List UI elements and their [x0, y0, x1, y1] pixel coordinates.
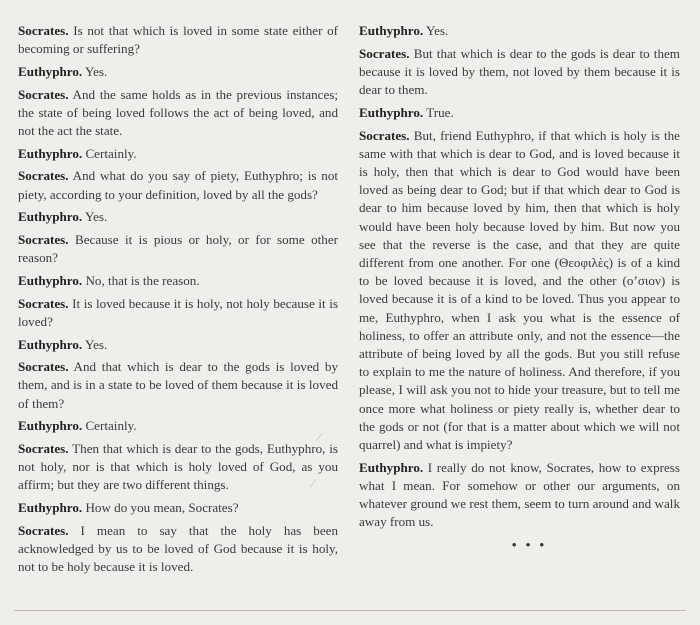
dialogue-text: Then that which is dear to the gods, Euthyphro, is not holy, nor is that which is holy loved of God, as you affirm; but they are two different things. [18, 441, 338, 493]
dialogue-text: I mean to say that the holy has been acknowledged by us to be loved of God because it is holy, not to be holy because it is loved. [18, 522, 338, 575]
dialogue-line [359, 22, 680, 40]
speaker-name: Euthyphro. [18, 272, 83, 288]
dialogue-text: And the same holds as in the previous instances; the state of being loved follows the act of being loved, and not the act the state. [18, 86, 338, 139]
speaker-name: Euthyphro. [18, 145, 83, 161]
dialogue-text: Certainly. [82, 145, 137, 161]
section-ellipsis: • • • [511, 536, 548, 552]
right-column [359, 22, 680, 554]
dialogue-line [18, 63, 338, 81]
dialogue-line [18, 86, 338, 141]
speaker-name: Socrates. [18, 359, 69, 375]
dialogue-text: Yes. [423, 23, 449, 38]
speaker-name: Socrates. [18, 522, 69, 538]
speaker-name: Socrates. [18, 232, 69, 248]
dialogue-text: No, that is the reason. [82, 272, 200, 288]
dialogue-line [18, 417, 338, 435]
speaker-name: Socrates. [18, 441, 69, 457]
dialogue-line [359, 127, 680, 455]
speaker-name: Euthyphro. [18, 336, 83, 352]
dialogue-line [18, 272, 338, 290]
dialogue-text: Yes. [82, 209, 108, 225]
dialogue-text: Yes. [82, 336, 108, 352]
speaker-name: Euthyphro. [359, 459, 424, 475]
dialogue-text: It is loved because it is holy, not holy because it is loved? [18, 295, 338, 329]
bottom-rule [14, 610, 686, 611]
dialogue-line [18, 231, 338, 267]
dialogue-line [18, 499, 338, 517]
dialogue-line [18, 295, 338, 331]
dialogue-line [18, 145, 338, 163]
dialogue-line [359, 459, 680, 532]
speaker-name: Euthyphro. [18, 500, 83, 516]
dialogue-line [18, 167, 338, 203]
speaker-name: Socrates. [359, 45, 410, 61]
speaker-name: Socrates. [18, 23, 69, 38]
scan-mark: ⁄ [312, 476, 315, 490]
dialogue-text: And that which is dear to the gods is loved by them, and is in a state to be loved of them because it is loved of them? [18, 359, 338, 411]
speaker-name: Euthyphro. [359, 104, 424, 120]
dialogue-text: How do you mean, Socrates? [82, 500, 239, 516]
dialogue-text: I really do not know, Socrates, how to express what I mean. For somehow or other our arguments, on whatever ground we rest them, seem to turn around and walk away from us. [359, 459, 680, 530]
speaker-name: Euthyphro. [18, 418, 83, 434]
dialogue-text: Is not that which is loved in some state either of becoming or suffering? [18, 23, 338, 57]
dialogue-text: And what do you say of piety, Euthyphro; is not piety, according to your definition, loved by all the gods? [18, 168, 338, 202]
speaker-name: Socrates. [18, 295, 69, 311]
dialogue-line [18, 522, 338, 577]
dialogue-text: Certainly. [82, 418, 137, 434]
left-column [18, 22, 338, 581]
speaker-name: Socrates. [359, 127, 410, 143]
speaker-name: Euthyphro. [18, 209, 83, 225]
dialogue-line [18, 22, 338, 58]
speaker-name: Euthyphro. [359, 23, 424, 38]
dialogue-line [18, 440, 338, 495]
dialogue-text: Because it is pious or holy, or for some other reason? [18, 232, 338, 266]
speaker-name: Socrates. [18, 168, 69, 184]
scan-mark: ⁄ [318, 430, 321, 444]
dialogue-text: But that which is dear to the gods is dear to them because it is loved by them, not loved by them because it is dear to them. [359, 45, 680, 98]
dialogue-line [18, 336, 338, 354]
dialogue-line [359, 104, 680, 122]
speaker-name: Socrates. [18, 86, 69, 102]
dialogue-line [18, 358, 338, 413]
dialogue-text: But, friend Euthyphro, if that which is holy is the same with that which is dear to God, and is loved because it is holy, then that which is dear to God would have been loved as being dear to God; but if that which dear to God is dear to him because loved by him, then that which is holy would have been holy because loved by him. But now you see that the reverse is the case, and that they are quite different from one another. For one (Θεοφιλὲς) is of a kind to be loved because it is loved, and the other (ο’σιον) is loved because it is of a kind to be loved. Thus you appear to me, Euthyphro, when I ask you what is the essence of holiness, to offer an attribute only, and not the essence—the attribute of being loved by all the gods. But you still refuse to explain to me the nature of holiness. And therefore, if you please, I will ask you not to hide your treasure, but to tell me once more what holiness or piety really is, whether dear to the gods or not (for that is a matter about which we will not quarrel) and what is impiety? [359, 127, 680, 452]
speaker-name: Euthyphro. [18, 63, 83, 79]
dialogue-line [359, 45, 680, 100]
dialogue-text: Yes. [82, 63, 108, 79]
dialogue-line [18, 208, 338, 226]
dialogue-text: True. [423, 104, 454, 120]
